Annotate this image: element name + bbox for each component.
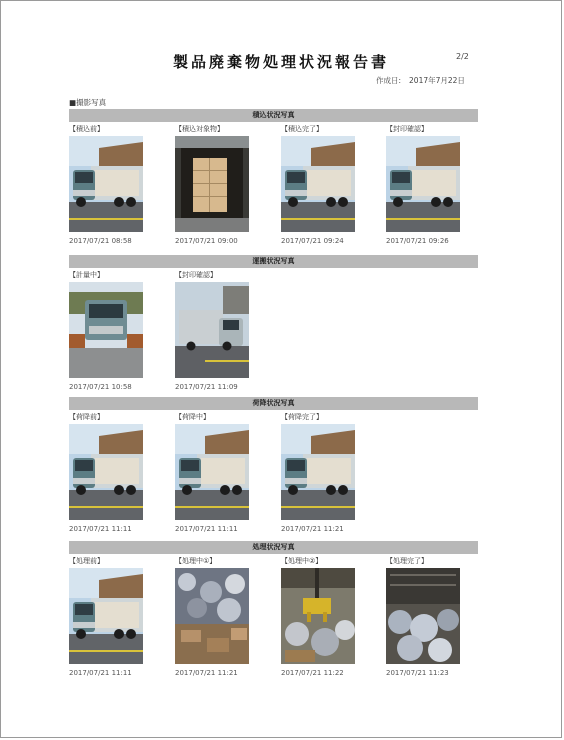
waste-pile-photo xyxy=(175,568,249,664)
photo-timestamp: 2017/07/21 11:22 xyxy=(281,669,344,677)
creation-date xyxy=(376,75,465,86)
photo-cell xyxy=(175,412,249,533)
creation-date-label: 作成日: xyxy=(376,76,402,85)
photo-label: 【荷降中】 xyxy=(175,413,210,421)
photo-timestamp: 2017/07/21 11:23 xyxy=(386,669,449,677)
photo-cell xyxy=(386,124,460,245)
photo-timestamp: 2017/07/21 09:24 xyxy=(281,237,344,245)
photo-label: 【荷降完了】 xyxy=(281,413,323,421)
photo-label: 【荷降前】 xyxy=(69,413,104,421)
photo-timestamp: 2017/07/21 11:11 xyxy=(69,525,132,533)
report-title: 製品廃棄物処理状況報告書 xyxy=(172,53,389,71)
processed-waste-photo xyxy=(386,568,460,664)
photo-cell xyxy=(69,412,143,533)
photo-cell xyxy=(281,412,355,533)
photo-label: 【計量中】 xyxy=(69,271,104,279)
cargo-boxes-photo xyxy=(175,136,249,232)
photo-timestamp: 2017/07/21 11:11 xyxy=(175,525,238,533)
truck-photo xyxy=(69,136,143,232)
photo-label: 【処理中①】 xyxy=(175,557,217,565)
crusher-photo xyxy=(281,568,355,664)
photo-label: 【封印確認】 xyxy=(175,271,217,279)
photo-timestamp: 2017/07/21 11:09 xyxy=(175,383,238,391)
truck-front-photo xyxy=(69,282,143,378)
photo-cell xyxy=(69,124,143,245)
photo-label: 【処理前】 xyxy=(69,557,104,565)
photo-label: 【処理中②】 xyxy=(281,557,323,565)
photo-cell xyxy=(175,124,249,245)
section-header: 処理状況写真 xyxy=(69,541,478,554)
photo-cell xyxy=(281,556,355,677)
photo-timestamp: 2017/07/21 09:26 xyxy=(386,237,449,245)
photo-cell xyxy=(281,124,355,245)
photo-label: 【積込対象物】 xyxy=(175,125,224,133)
photo-timestamp: 2017/07/21 08:58 xyxy=(69,237,132,245)
photo-cell xyxy=(175,270,249,391)
photo-timestamp: 2017/07/21 10:58 xyxy=(69,383,132,391)
truck-photo xyxy=(281,136,355,232)
photo-label: 【処理完了】 xyxy=(386,557,428,565)
creation-date-value: 2017年7月22日 xyxy=(409,76,465,85)
page-number: 2/2 xyxy=(456,52,469,61)
truck-photo xyxy=(386,136,460,232)
photos-section-label: ■撮影写真 xyxy=(69,98,107,107)
photo-cell xyxy=(69,270,143,391)
section-header: 運搬状況写真 xyxy=(69,255,478,268)
photo-cell xyxy=(386,556,460,677)
photo-timestamp: 2017/07/21 11:21 xyxy=(175,669,238,677)
photo-cell xyxy=(69,556,143,677)
photo-label: 【積込完了】 xyxy=(281,125,323,133)
photo-cell xyxy=(175,556,249,677)
truck-photo xyxy=(175,424,249,520)
photo-timestamp: 2017/07/21 11:21 xyxy=(281,525,344,533)
photo-label: 【積込前】 xyxy=(69,125,104,133)
truck-photo xyxy=(69,568,143,664)
section-header: 積込状況写真 xyxy=(69,109,478,122)
photo-label: 【封印確認】 xyxy=(386,125,428,133)
section-header: 荷降状況写真 xyxy=(69,397,478,410)
truck-side-photo xyxy=(175,282,249,378)
truck-photo xyxy=(281,424,355,520)
photo-timestamp: 2017/07/21 09:00 xyxy=(175,237,238,245)
photo-timestamp: 2017/07/21 11:11 xyxy=(69,669,132,677)
truck-photo xyxy=(69,424,143,520)
